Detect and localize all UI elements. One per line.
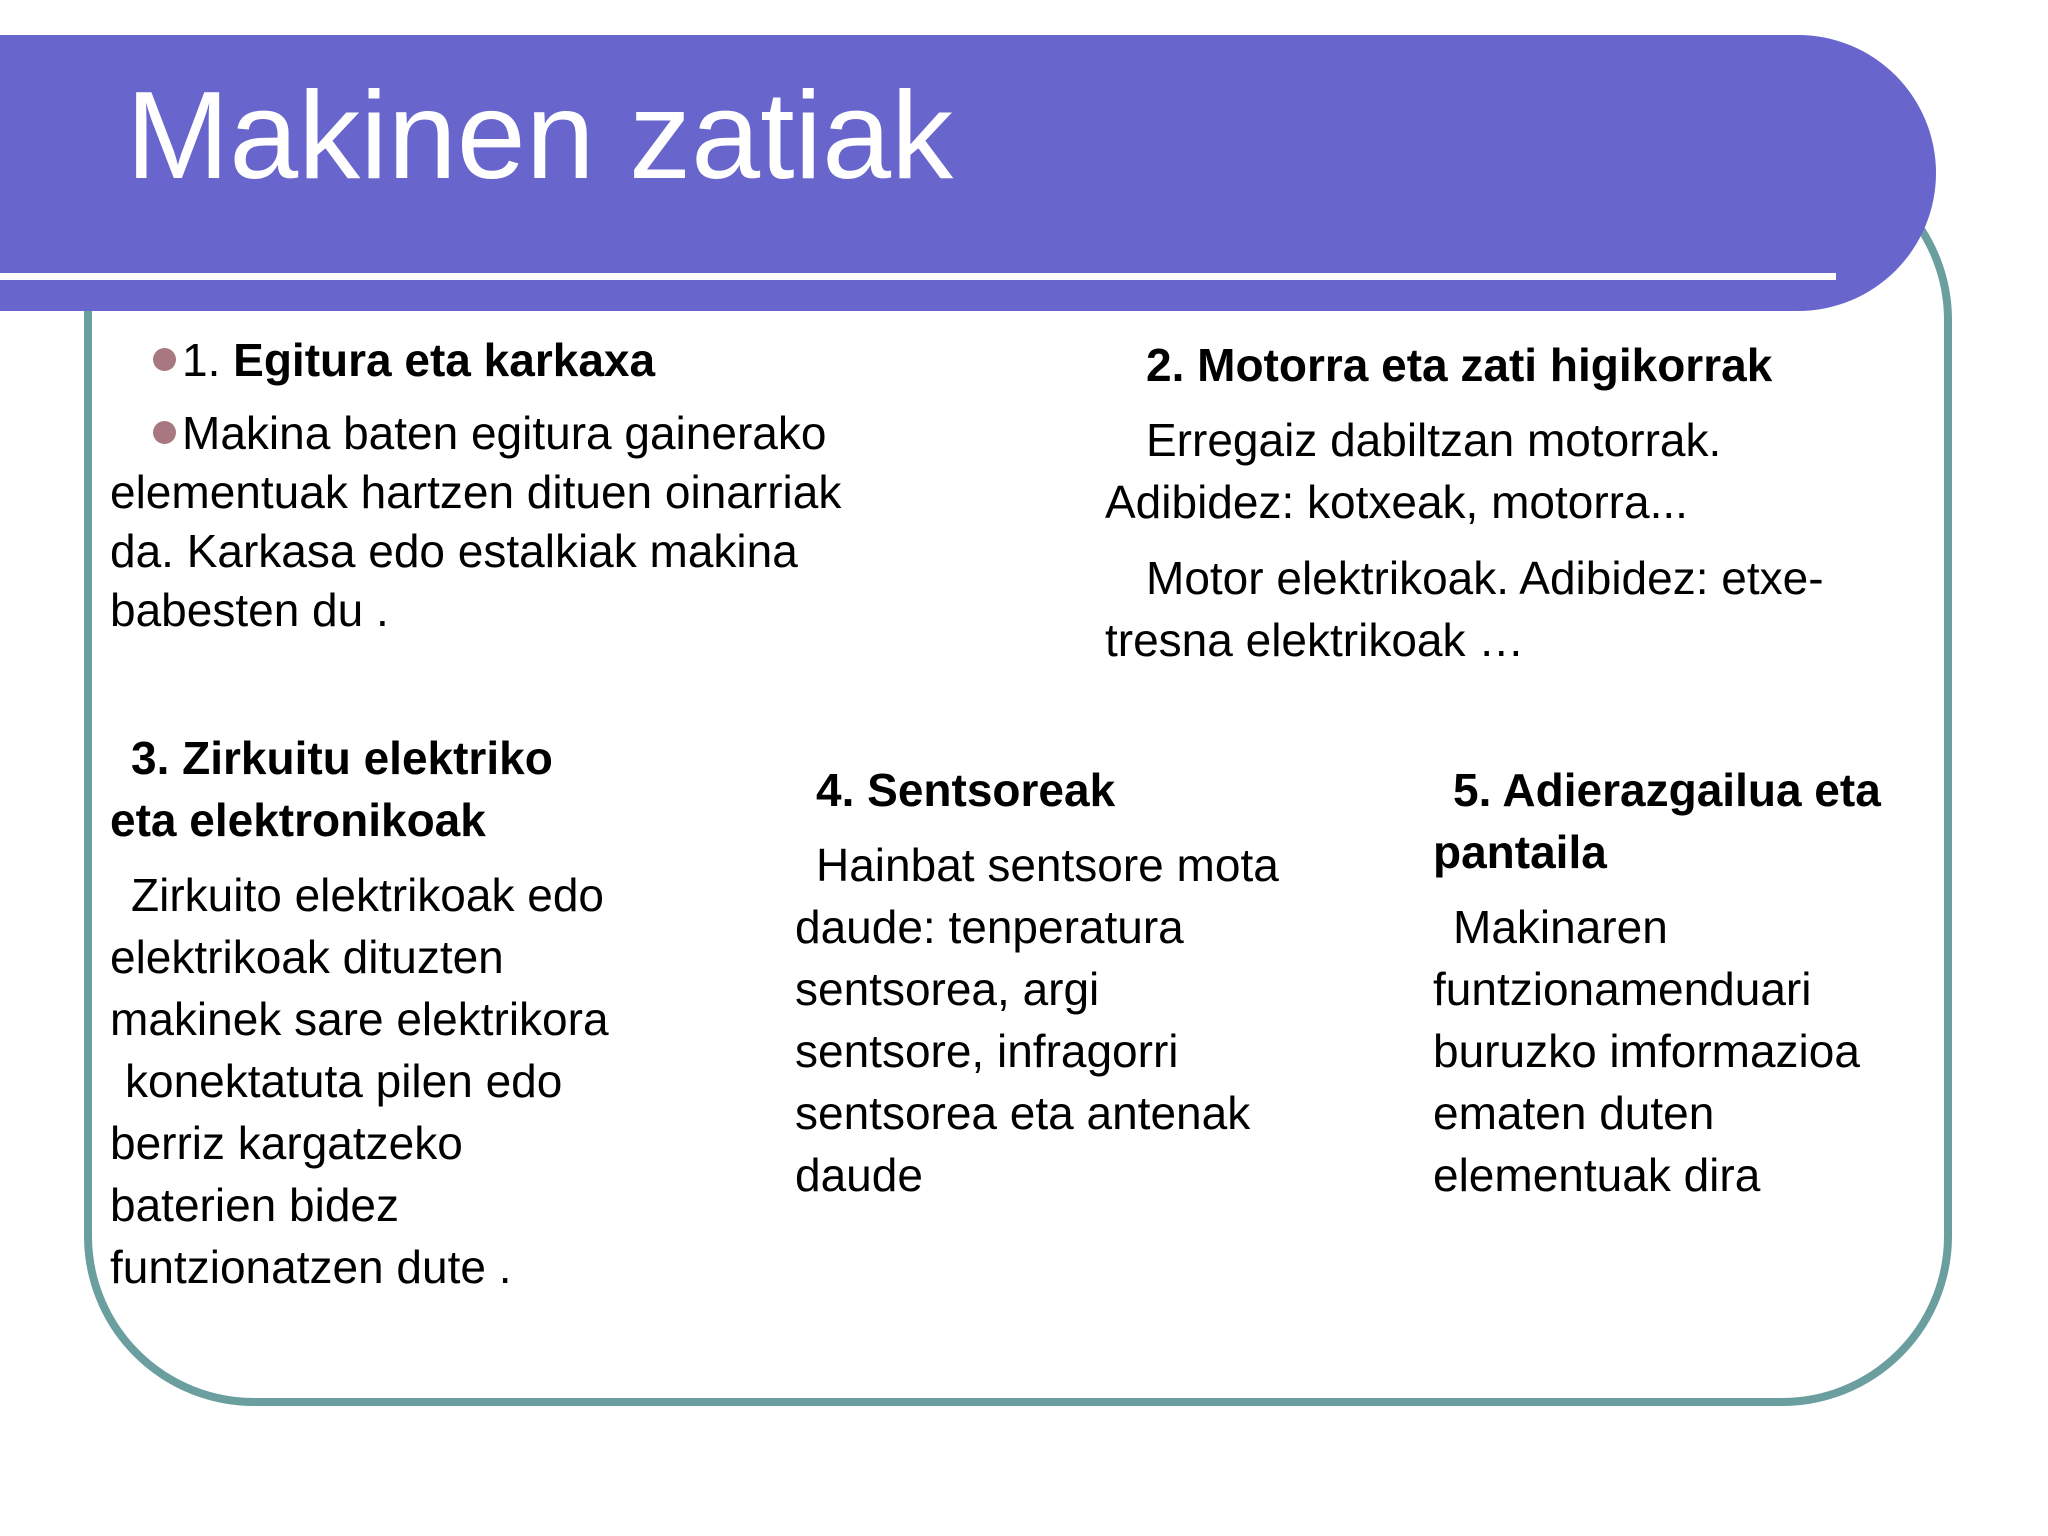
section3-line: Zirkuito elektrikoak edo <box>131 869 604 921</box>
section5-heading: pantaila <box>1433 826 1607 878</box>
section3-heading: 3. Zirkuitu elektriko <box>131 732 553 784</box>
section1-line: Makina baten egitura gainerako <box>153 403 826 463</box>
section1-line: da. Karkasa edo estalkiak makina <box>110 525 798 577</box>
section1-heading <box>153 330 655 390</box>
slide-title: Makinen zatiak <box>126 67 954 205</box>
title-underline <box>0 273 1836 280</box>
section2-heading: 2. Motorra eta zati higikorrak <box>1146 339 1773 391</box>
bullet-icon <box>153 421 176 444</box>
section4-heading: 4. Sentsoreak <box>816 764 1116 816</box>
section3-line: konektatuta pilen edo <box>125 1055 563 1107</box>
section4-line: sentsorea, argi <box>795 963 1100 1015</box>
section4-line: sentsore, infragorri <box>795 1025 1179 1077</box>
section3-heading: eta elektronikoak <box>110 794 486 846</box>
section5-line: ematen duten <box>1433 1087 1715 1139</box>
section4-line: sentsorea eta antenak <box>795 1087 1251 1139</box>
section4-line: Hainbat sentsore mota <box>816 839 1279 891</box>
section2-line: Motor elektrikoak. Adibidez: etxe- <box>1146 552 1824 604</box>
section2-line: tresna elektrikoak … <box>1105 614 1525 666</box>
section4-line: daude <box>795 1149 923 1201</box>
section1-line: elementuak hartzen dituen oinarriak <box>110 466 842 518</box>
bullet-icon <box>153 348 176 371</box>
section3-line: elektrikoak dituzten <box>110 931 504 983</box>
section5-line: funtzionamenduari <box>1433 963 1812 1015</box>
section3-line: berriz kargatzeko <box>110 1117 463 1169</box>
section5-line: buruzko imformazioa <box>1433 1025 1860 1077</box>
section5-heading: 5. Adierazgailua eta <box>1453 764 1881 816</box>
section3-line: makinek sare elektrikora <box>110 993 609 1045</box>
section2-line: Erregaiz dabiltzan motorrak. <box>1146 414 1722 466</box>
section3-line: baterien bidez <box>110 1179 399 1231</box>
section1-number: 1. <box>182 334 234 386</box>
section3-line: funtzionatzen dute . <box>110 1241 512 1293</box>
section4-line: daude: tenperatura <box>795 901 1184 953</box>
section1-line: babesten du . <box>110 584 389 636</box>
section5-line: Makinaren <box>1453 901 1668 953</box>
section5-line: elementuak dira <box>1433 1149 1761 1201</box>
section1-title: Egitura eta karkaxa <box>233 334 656 386</box>
section2-line: Adibidez: kotxeak, motorra... <box>1105 476 1688 528</box>
